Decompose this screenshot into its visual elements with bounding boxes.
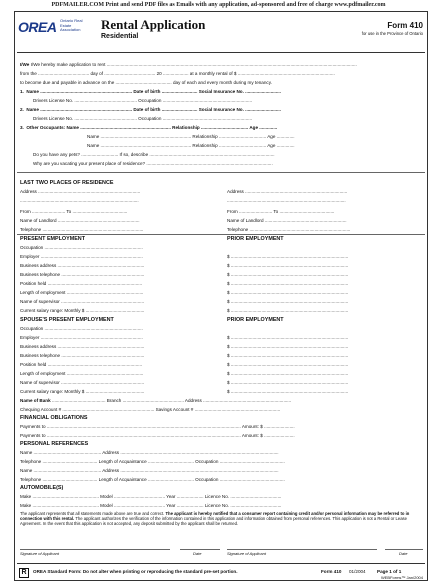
rental-application-form <box>14 11 428 581</box>
divider-2 <box>17 234 425 235</box>
orea-logo-mark: OREA <box>18 19 57 35</box>
automobiles-heading: AUTOMOBILE(S) <box>20 485 64 491</box>
intro-line-3[interactable]: to become due and payable in advance on the ............................................ day of each and every month during my tenancy. <box>20 80 272 85</box>
reference-1-telephone-row[interactable]: Telephone ........................................... Length of Acquaintance .................................... Occupation ................................................... <box>20 459 285 464</box>
reference-2-name-row[interactable]: Name ..................................................... Address ............................................................................................................................ <box>20 468 279 473</box>
other-occupants-row-2[interactable]: Name ....................................................................... Relationship ..................................... Age .............. <box>87 134 295 139</box>
spouse-supervisor[interactable]: Name of supervisor ................................................................. <box>20 380 145 385</box>
orea-logo <box>18 17 90 39</box>
footer-notice: OREA Standard Form: Do not alter when printing or reproducing the standard pre-set portion. <box>33 569 238 574</box>
prior-employment-field-4[interactable]: $ ............................................................................................ <box>227 281 349 286</box>
financial-obligations-heading: FINANCIAL OBLIGATIONS <box>20 415 88 421</box>
automobile-row-1[interactable]: Make .................................................... Model ........................................ Year ..................... Licence No. ........................................ <box>20 494 282 499</box>
prior-employment-field-5[interactable]: $ ............................................................................................ <box>227 290 349 295</box>
employment-length[interactable]: Length of employment ............................................................ <box>20 290 144 295</box>
residence-2-address[interactable]: Address ................................................................................ <box>227 189 348 194</box>
form-subtitle: Residential <box>101 33 139 40</box>
disclaimer-text: The applicant represents that all statements made above are true and correct. The applicant is hereby notified that a consumer report containing credit and/or personal information may be referred to in connection with this rental. The applicant authorizes the verification of the information contained in this application and information obtained from personal references. This application is not a Rental or Lease Agreement. In the event that this application is not accepted, any deposit submitted by the applicant shall be returned. <box>20 511 410 526</box>
residence-2-dates[interactable]: From .......................... To ........................................... <box>227 209 335 214</box>
present-employment-heading: PRESENT EMPLOYMENT <box>20 236 85 242</box>
spouse-position[interactable]: Position held .......................................................................... <box>20 362 143 367</box>
personal-references-heading: PERSONAL REFERENCES <box>20 441 89 447</box>
prior-employment-heading: PRIOR EMPLOYMENT <box>227 236 284 242</box>
realtor-logo: R <box>19 568 29 578</box>
prior-employment-field-6[interactable]: $ ............................................................................................ <box>227 299 349 304</box>
spouse-prior-employment-heading: PRIOR EMPLOYMENT <box>227 317 284 323</box>
spouse-prior-field-6[interactable]: $ ............................................................................................ <box>227 380 349 385</box>
bank-row[interactable]: Name of Bank .......................................... Branch ................................................ Address ..................................................................... <box>20 398 292 403</box>
automobile-row-2[interactable]: Make .................................................... Model ........................................ Year ..................... Licence No. ........................................ <box>20 503 282 508</box>
spouse-prior-field-7[interactable]: $ ............................................................................................ <box>227 389 349 394</box>
footer-page: Page 1 of 1 <box>377 569 402 574</box>
residence-2-landlord[interactable]: Name of Landlord ................................................................ <box>227 218 347 223</box>
residence-1-landlord[interactable]: Name of Landlord ................................................................ <box>20 218 140 223</box>
footer-rule <box>17 563 425 564</box>
intro-line-2[interactable]: from the ........................................ day of ........................................ 20 .................... at a monthly rental of $ ............................................................................ <box>20 71 335 76</box>
residence-2-telephone[interactable]: Telephone ............................................................................... <box>227 227 351 232</box>
employment-occupation[interactable]: Occupation ............................................................................. <box>20 245 143 250</box>
signature-applicant-2-label: Signature of Applicant <box>227 551 266 556</box>
form-number: Form 410 <box>387 21 423 30</box>
residence-2-address-2[interactable]: ............................................................................................. <box>227 198 346 203</box>
footer-webforms: WEBForms™ Jan/2004 <box>380 575 423 580</box>
pets-row[interactable]: Do you have any pets? ............................. If so, describe .................................................................................................. <box>33 152 275 157</box>
prior-employment-field-3[interactable]: $ ............................................................................................ <box>227 272 349 277</box>
spouse-occupation[interactable]: Occupation ............................................................................. <box>20 326 143 331</box>
employment-business-address[interactable]: Business address .................................................................... <box>20 263 145 268</box>
signature-applicant-1-label: Signature of Applicant <box>20 551 59 556</box>
spouse-employment-heading: SPOUSE'S PRESENT EMPLOYMENT <box>20 317 114 323</box>
orea-logo-subtext: Ontario Real Estate Association <box>60 18 83 32</box>
date-line-1 <box>180 549 220 550</box>
employment-employer[interactable]: Employer ................................................................................ <box>20 254 143 259</box>
header-rule <box>17 52 425 53</box>
date-line-2 <box>385 549 423 550</box>
vacating-reason-row[interactable]: Why are you vacating your present place of residence? ................................................................................................... <box>33 161 273 166</box>
obligation-row-2[interactable]: Payments to ........................................................................................................................................................ Amount: $ ........................ <box>20 433 295 438</box>
reference-2-telephone-row[interactable]: Telephone ........................................... Length of Acquaintance .................................... Occupation ................................................... <box>20 477 285 482</box>
residence-1-telephone[interactable]: Telephone ............................................................................... <box>20 227 144 232</box>
signature-line-1 <box>20 549 170 550</box>
prior-employment-field-7[interactable]: $ ............................................................................................ <box>227 308 349 313</box>
other-occupants-row-3[interactable]: Name ....................................................................... Relationship ..................................... Age .............. <box>87 143 295 148</box>
residence-1-address[interactable]: Address ................................................................................ <box>20 189 141 194</box>
divider-1 <box>17 172 425 173</box>
signature-date-2-label: Date <box>399 551 408 556</box>
prior-employment-field-1[interactable]: $ ............................................................................................ <box>227 254 349 259</box>
form-province-note: for use in the Province of Ontario <box>361 31 423 36</box>
employment-position[interactable]: Position held .......................................................................... <box>20 281 143 286</box>
employment-supervisor[interactable]: Name of supervisor ................................................................. <box>20 299 145 304</box>
form-title: Rental Application <box>101 17 206 32</box>
footer-date: 01/2004 <box>349 569 366 574</box>
spouse-prior-field-4[interactable]: $ ............................................................................................ <box>227 362 349 367</box>
spouse-prior-field-3[interactable]: $ ............................................................................................ <box>227 353 349 358</box>
spouse-business-telephone[interactable]: Business telephone ................................................................. <box>20 353 145 358</box>
accounts-row[interactable]: Chequing Account # ........................................................................ Savings Account # ................................................................... <box>20 407 281 412</box>
applicant-1-license-row[interactable]: Drivers License No. ................................................. Occupation ...................................................................... <box>33 98 253 103</box>
other-occupants-row-1[interactable]: 3. Other Occupants: Name ....................................................................... Relationship ..................................... Age .............. <box>20 125 278 130</box>
applicant-2-name-row[interactable]: 2. Name ........................................................................ Date of birth ............................ Social Insurance No. ............................ <box>20 107 281 112</box>
spouse-employer[interactable]: Employer ................................................................................ <box>20 335 143 340</box>
residence-heading: LAST TWO PLACES OF RESIDENCE <box>20 180 114 186</box>
spouse-prior-field-5[interactable]: $ ............................................................................................ <box>227 371 349 376</box>
footer-form-number: Form 410 <box>321 569 342 574</box>
signature-line-2 <box>227 549 377 550</box>
pdfmailer-banner: PDFMAILER.COM Print and send PDF files as Emails with any application, ad-sponsored and free of charge www.pdfmailer.com <box>51 2 386 8</box>
employment-salary[interactable]: Current salary range: Monthly $ .............................................. <box>20 308 145 313</box>
residence-1-address-2[interactable]: ............................................................................................. <box>20 198 139 203</box>
signature-date-1-label: Date <box>193 551 202 556</box>
spouse-length[interactable]: Length of employment ............................................................ <box>20 371 144 376</box>
applicant-2-license-row[interactable]: Drivers License No. ................................................. Occupation ...................................................................... <box>33 116 253 121</box>
applicant-1-name-row[interactable]: 1. Name ........................................................................ Date of birth ............................ Social Insurance No. ............................ <box>20 89 281 94</box>
employment-business-telephone[interactable]: Business telephone ................................................................. <box>20 272 145 277</box>
obligation-row-1[interactable]: Payments to ........................................................................................................................................................ Amount: $ ........................ <box>20 424 295 429</box>
spouse-business-address[interactable]: Business address .................................................................... <box>20 344 145 349</box>
intro-line-1[interactable]: I/We I/We hereby make application to rent .................................................................................................................................................................................................... <box>20 62 357 67</box>
residence-1-dates[interactable]: From .......................... To ........................................... <box>20 209 128 214</box>
spouse-prior-field-1[interactable]: $ ............................................................................................ <box>227 335 349 340</box>
spouse-prior-field-2[interactable]: $ ............................................................................................ <box>227 344 349 349</box>
prior-employment-field-2[interactable]: $ ............................................................................................ <box>227 263 349 268</box>
reference-1-name-row[interactable]: Name ..................................................... Address ............................................................................................................................ <box>20 450 279 455</box>
spouse-salary[interactable]: Current salary range: Monthly $ .............................................. <box>20 389 145 394</box>
